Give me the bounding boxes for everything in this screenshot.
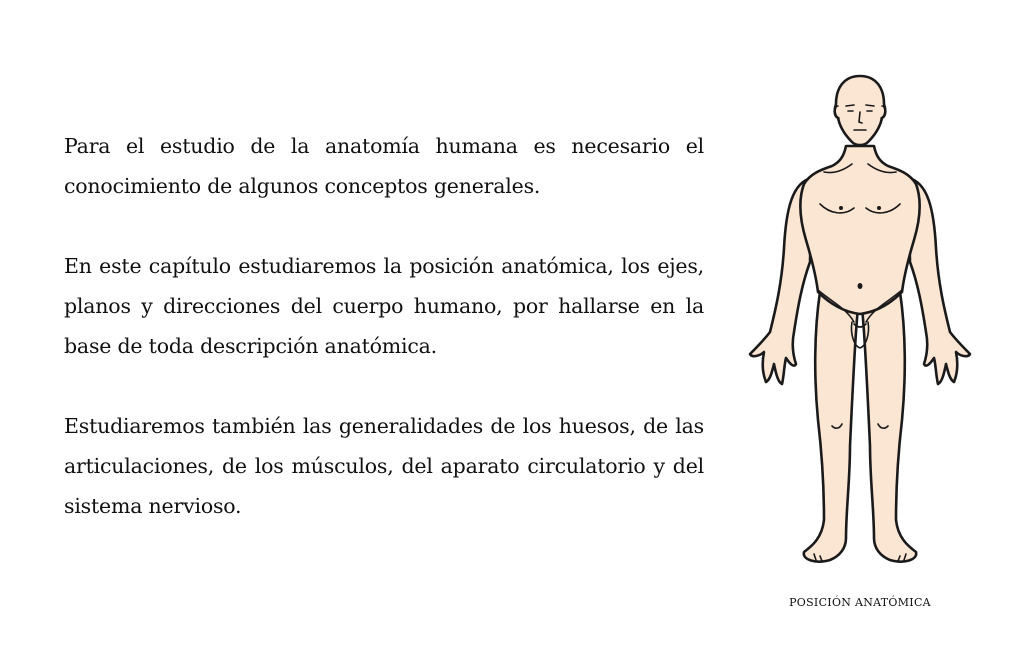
left-leg xyxy=(804,292,858,562)
human-body-illustration xyxy=(740,70,980,582)
paragraph-chapter-scope: En este capítulo estudiaremos la posición anatómica, los ejes, planos y direcciones del cuerpo humano, por hallarse en la base de toda descripción anatómica. xyxy=(64,254,704,358)
body-text xyxy=(64,126,704,566)
figure-caption: POSICIÓN ANATÓMICA xyxy=(789,596,931,609)
right-leg xyxy=(862,292,916,562)
paragraph-generalities: Estudiaremos también las generalidades de los huesos, de las articulaciones, de los músculos, del aparato circulatorio y del sistema nervioso. xyxy=(64,414,704,518)
paragraph-intro: Para el estudio de la anatomía humana es necesario el conocimiento de algunos conceptos generales. xyxy=(64,134,704,198)
anatomical-figure xyxy=(740,70,980,582)
head xyxy=(835,76,886,145)
